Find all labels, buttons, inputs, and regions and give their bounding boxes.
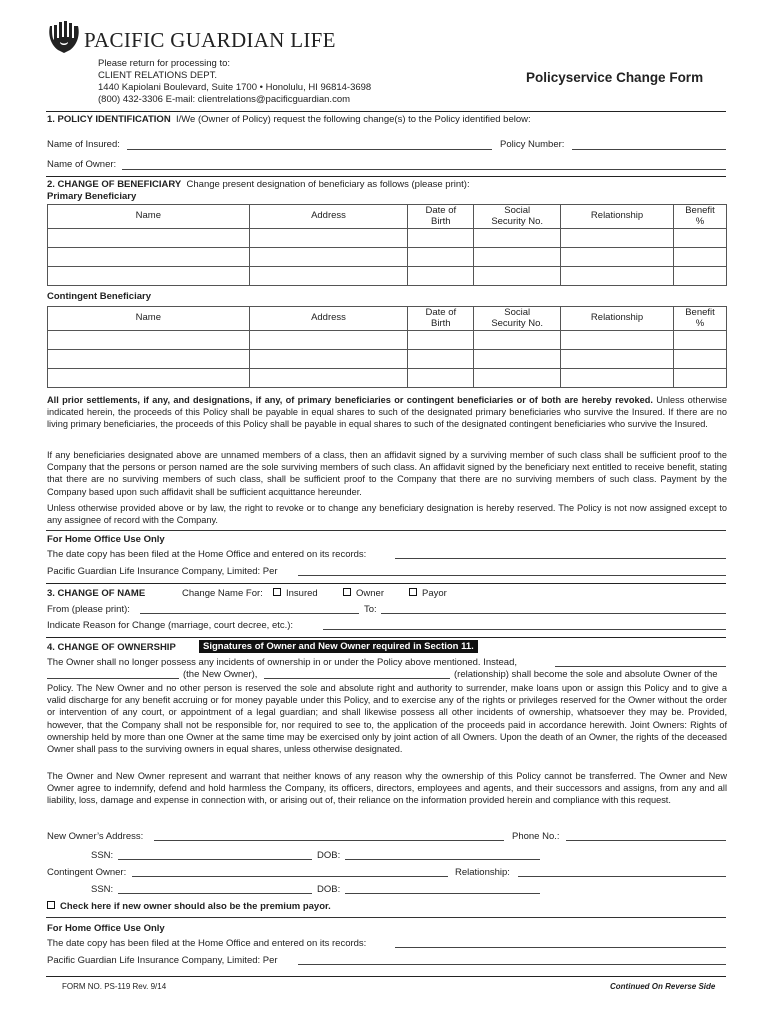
contingent-beneficiary-table	[47, 306, 727, 388]
reason-field[interactable]	[323, 629, 726, 630]
payor-check-option[interactable]	[47, 901, 331, 912]
new-owner-name-field[interactable]	[555, 666, 726, 667]
col-benefit	[674, 205, 727, 229]
home-office-filed-field-2[interactable]	[395, 947, 726, 948]
payor-check-checkbox[interactable]	[47, 901, 55, 909]
return-dept: CLIENT RELATIONS DEPT.	[98, 70, 217, 81]
col-address: Address	[249, 205, 408, 229]
col-address: Address	[249, 307, 408, 331]
affidavit-paragraph: If any beneficiaries designated above are unnamed members of a class, then an affidavit signed by a surviving member of such class shall be sufficient proof to the Company that the persons or person named are the sole surviving members of such class. An affidavit signed by the beneficiary next entitled to receive benefit, stating that there are no surviving members of such class, shall be sufficient proof to the Company that there are no surviving members of such class. Payment by the Company based upon such affidavit shall be sufficient acquittance hereunder.	[47, 450, 727, 497]
option-payor-label: Payor	[422, 588, 447, 599]
policy-number-field[interactable]	[572, 149, 726, 150]
table-row[interactable]	[48, 267, 727, 286]
section4-heading: 4. CHANGE OF OWNERSHIP	[47, 642, 176, 653]
divider	[46, 176, 726, 177]
option-owner-label: Owner	[356, 588, 384, 599]
insured-label: Name of Insured:	[47, 139, 120, 150]
to-name-field[interactable]	[381, 613, 726, 614]
table-header-row	[48, 205, 727, 229]
ssn-field[interactable]	[118, 859, 312, 860]
return-address: 1440 Kapiolani Boulevard, Suite 1700 • Honolulu, HI 96814-3698	[98, 82, 372, 93]
col-ssn-line1: Social	[504, 205, 531, 216]
table-row[interactable]	[48, 331, 727, 350]
option-payor[interactable]	[409, 588, 447, 599]
hand-logo-icon	[46, 20, 82, 54]
contingent-owner-label: Contingent Owner:	[47, 867, 127, 878]
section2-text: Change present designation of beneficiary as follows (please print):	[186, 179, 470, 190]
relationship-label: Relationship:	[455, 867, 510, 878]
ssn-label: SSN:	[91, 850, 114, 861]
col-ssn-line1: Social	[504, 307, 531, 318]
dob2-label: DOB:	[317, 884, 341, 895]
col-dob	[408, 307, 474, 331]
home-office-filed-label: The date copy has been filed at the Home Office and entered on its records:	[47, 549, 367, 560]
contingent-beneficiary-label: Contingent Beneficiary	[47, 291, 151, 302]
revocation-paragraph	[47, 394, 727, 431]
home-office-heading: For Home Office Use Only	[47, 534, 165, 545]
continued-note: Continued On Reverse Side	[610, 982, 716, 991]
return-contact: (800) 432-3306 E-mail: clientrelations@pacificguardian.com	[98, 94, 351, 105]
reason-label: Indicate Reason for Change (marriage, court decree, etc.):	[47, 620, 294, 631]
section2-header	[47, 179, 470, 190]
col-dob-line2: Birth	[431, 215, 451, 227]
form-title: Policyservice Change Form	[526, 70, 704, 85]
signature-required-banner: Signatures of Owner and New Owner required in Section 11.	[199, 640, 478, 653]
col-benefit-line1: Benefit	[685, 307, 715, 318]
home-office-per-field[interactable]	[298, 575, 726, 576]
home-office-per-field-2[interactable]	[298, 964, 726, 965]
ssn2-label: SSN:	[91, 884, 114, 895]
col-name: Name	[48, 307, 250, 331]
divider	[46, 917, 726, 918]
ownership-text-b: (the New Owner),	[183, 669, 258, 680]
option-insured[interactable]	[273, 588, 318, 599]
contingent-owner-field[interactable]	[132, 876, 448, 877]
home-office-filed-label-2: The date copy has been filed at the Home Office and entered on its records:	[47, 938, 367, 949]
col-benefit	[674, 307, 727, 331]
home-office-heading-2: For Home Office Use Only	[47, 923, 165, 934]
col-dob-line1: Date of	[425, 205, 457, 216]
col-ssn-line2: Security No.	[491, 317, 544, 329]
primary-beneficiary-table	[47, 204, 727, 286]
option-insured-label: Insured	[286, 588, 318, 599]
dob-field[interactable]	[345, 859, 540, 860]
home-office-filed-field[interactable]	[395, 558, 726, 559]
primary-beneficiary-label: Primary Beneficiary	[47, 191, 137, 202]
section1-text: I/We (Owner of Policy) request the following change(s) to the Policy identified below:	[175, 114, 531, 125]
reserved-rights-paragraph: Unless otherwise provided above or by law, the right to revoke or to change any beneficiary designation is hereby reserved. The Policy is not now assigned except to any assignee of record with the Company.	[47, 503, 727, 526]
col-relationship: Relationship	[561, 205, 674, 229]
to-label: To:	[364, 604, 377, 615]
col-dob	[408, 205, 474, 229]
from-label: From (please print):	[47, 604, 130, 615]
home-office-per-label-2: Pacific Guardian Life Insurance Company, Limited: Per	[47, 955, 278, 966]
ownership-body-paragraph: Policy. The New Owner and no other person is reserved the sole and absolute right and authority to surrender, make loans upon or assign this Policy and to give a valid discharge for any benefit accruing or for money payable under this Policy, and to exercise any of the rights or privileges reserved for the Owner without the order or intervention of any court, or appointment of a legal guardian; and shall likewise possess all other incidents of ownership, whatsoever they may be. Provided, however, that the Company shall not be responsible for, nor required to see to, the application of the proceeds paid in accordance herewith. Joint Owners: Rights of ownership held by more than one Owner at the same time may be exercised only by joint action of all Owners. Upon the death of an Owner, the rights of the deceased Owner shall pass to the surviving owners in equal shares, unless otherwise designated.	[47, 683, 727, 755]
table-row[interactable]	[48, 350, 727, 369]
table-header-row	[48, 307, 727, 331]
insured-checkbox[interactable]	[273, 588, 281, 596]
ownership-text-c: (relationship) shall become the sole and absolute Owner of the	[454, 669, 718, 680]
divider	[46, 583, 726, 584]
new-owner-name-field-cont[interactable]	[47, 678, 179, 679]
owner-name-field[interactable]	[122, 169, 726, 170]
col-ssn	[474, 205, 561, 229]
col-benefit-line2: %	[695, 215, 705, 227]
col-dob-line2: Birth	[431, 317, 451, 329]
table-row[interactable]	[48, 369, 727, 388]
relationship-field[interactable]	[518, 876, 726, 877]
col-ssn-line2: Security No.	[491, 215, 544, 227]
owner-label: Name of Owner:	[47, 159, 117, 170]
policy-number-label: Policy Number:	[500, 139, 565, 150]
change-name-for-label: Change Name For:	[182, 588, 263, 599]
col-dob-line1: Date of	[425, 307, 457, 318]
table-row[interactable]	[48, 248, 727, 267]
dob2-field[interactable]	[345, 893, 540, 894]
section2-heading: 2. CHANGE OF BENEFICIARY	[47, 179, 182, 190]
company-logo	[46, 20, 82, 54]
ssn2-field[interactable]	[118, 893, 312, 894]
return-intro: Please return for processing to:	[98, 58, 231, 69]
section1-header	[47, 114, 531, 125]
new-owner-address-field[interactable]	[154, 840, 504, 841]
phone-field[interactable]	[566, 840, 726, 841]
divider	[46, 111, 726, 112]
revocation-rest: Unless otherwise indicated herein, the proceeds of this Policy shall be payable in equal shares to such of the designated primary beneficiaries who survive the Insured. If there are no living primary beneficiaries, the proceeds of this Policy shall be payable in equal shares to such of the designated contingent beneficiaries who survive the Insured.	[47, 395, 728, 430]
revocation-bold: All prior settlements, if any, and designations, if any, of primary beneficiaries or contingent beneficiaries or of both are hereby revoked.	[47, 395, 653, 405]
warranty-paragraph: The Owner and New Owner represent and warrant that neither knows of any reason why the ownership of this Policy cannot be transferred. The Owner and New Owner agree to indemnify, defend and hold harmless the Company, its officers, directors, employees and agents, and their successors and assigns, from any and all liability, loss, damage and expense in connection with, or arising out of, their reliance on the information provided herein and compliance with this request.	[47, 771, 727, 806]
col-benefit-line1: Benefit	[685, 205, 715, 216]
ownership-text-a: The Owner shall no longer possess any incidents of ownership in or under the Policy above mentioned. Instead,	[47, 657, 517, 668]
divider	[46, 976, 726, 977]
option-owner[interactable]	[343, 588, 384, 599]
col-relationship: Relationship	[561, 307, 674, 331]
section1-heading: 1. POLICY IDENTIFICATION	[47, 114, 171, 125]
col-ssn	[474, 307, 561, 331]
col-benefit-line2: %	[695, 317, 705, 329]
divider	[46, 637, 726, 638]
insured-name-field[interactable]	[127, 149, 492, 150]
owner-checkbox[interactable]	[343, 588, 351, 596]
new-owner-address-label: New Owner’s Address:	[47, 831, 144, 842]
dob-label: DOB:	[317, 850, 341, 861]
form-number: FORM NO. PS-119 Rev. 9/14	[62, 982, 167, 991]
payor-check-label: Check here if new owner should also be the premium payor.	[60, 901, 331, 912]
new-owner-relationship-field[interactable]	[264, 678, 450, 679]
company-name: PACIFIC GUARDIAN LIFE	[84, 28, 336, 52]
payor-checkbox[interactable]	[409, 588, 417, 596]
table-row[interactable]	[48, 229, 727, 248]
from-name-field[interactable]	[140, 613, 359, 614]
divider	[46, 530, 726, 531]
section3-heading: 3. CHANGE OF NAME	[47, 588, 146, 599]
home-office-per-label: Pacific Guardian Life Insurance Company, Limited: Per	[47, 566, 278, 577]
col-name: Name	[48, 205, 250, 229]
phone-label: Phone No.:	[512, 831, 560, 842]
